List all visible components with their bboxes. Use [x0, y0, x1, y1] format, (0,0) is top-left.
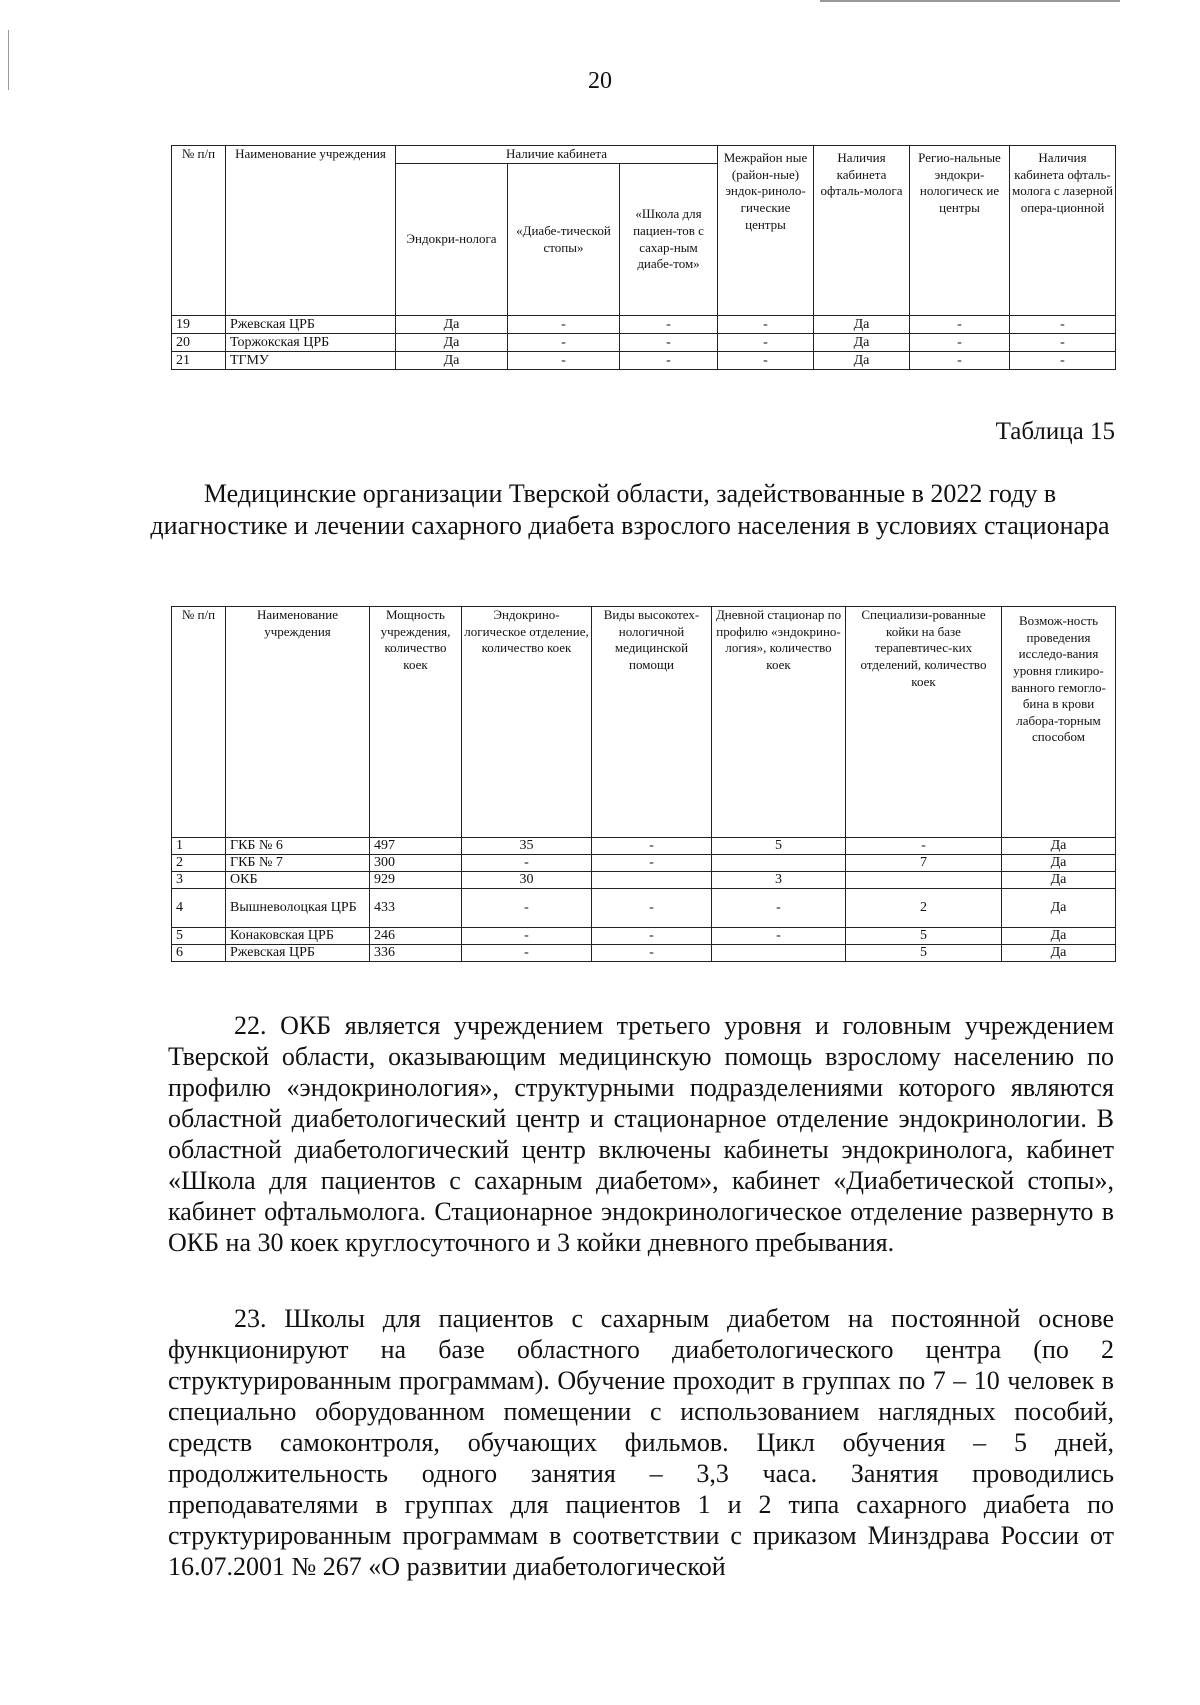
cell-hightech: -	[592, 855, 712, 872]
cell-special-beds: 7	[846, 855, 1002, 872]
cell-num: 20	[172, 334, 226, 352]
paragraph-23	[168, 1303, 1114, 1582]
cell-regional: -	[910, 352, 1010, 370]
cell-day-hospital: -	[712, 889, 846, 928]
cell-endo: Да	[396, 334, 508, 352]
cell-hba1c: Да	[1002, 872, 1116, 889]
cell-num: 6	[172, 945, 226, 962]
cell-laser: -	[1010, 352, 1116, 370]
paragraph-22-text: 22. ОКБ является учреждением третьего уровня и головным учреждением Тверской области, оказывающим медицинскую помощь взрослому населению по профилю «эндокринология», структурными подразделениями которого являются областной диабетологический центр и стационарное отделение эндокринологии. В областной диабетологический центр включены кабинеты эндокринолога, кабинет «Школа для пациентов с сахарным диабетом», кабинет «Диабетической стопы», кабинет офтальмолога. Стационарное эндокринологическое отделение развернуто в ОКБ на 30 коек круглосуточного и 3 койки дневного пребывания.	[168, 1011, 1114, 1257]
table-row	[172, 855, 1116, 872]
cell-name: Торжокская ЦРБ	[226, 334, 396, 352]
header-endo: Эндокри-нолога	[396, 164, 508, 316]
cell-hba1c: Да	[1002, 945, 1116, 962]
header-cabinet-group: Наличие кабинета	[396, 146, 718, 164]
cell-school: -	[620, 316, 718, 334]
cell-hba1c: Да	[1002, 855, 1116, 872]
cell-endo-dept: -	[462, 855, 592, 872]
cell-hba1c: Да	[1002, 928, 1116, 945]
cell-regional: -	[910, 316, 1010, 334]
cell-hightech: -	[592, 838, 712, 855]
table-label: Таблица 15	[995, 418, 1115, 445]
paragraph-23-text: 23. Школы для пациентов с сахарным диабетом на постоянной основе функционируют на базе областного диабетологического центра (по 2 структурированным программам). Обучение проходит в группах по 7 – 10 человек в специально оборудованном помещении с использованием наглядных пособий, средств самоконтроля, обучающих фильмов. Цикл обучения – 5 дней, продолжительность одного занятия – 3,3 часа. Занятия проводились преподавателями в группах для пациентов 1 и 2 типа сахарного диабета по структурированным программам в соответствии с приказом Минздрава России от 16.07.2001 № 267 «О развитии диабетологической	[168, 1304, 1114, 1581]
cell-hightech: -	[592, 945, 712, 962]
cell-laser: -	[1010, 316, 1116, 334]
cell-special-beds: 5	[846, 928, 1002, 945]
cell-endo-dept: 35	[462, 838, 592, 855]
cell-special-beds	[846, 872, 1002, 889]
cell-day-hospital: -	[712, 928, 846, 945]
cell-num: 19	[172, 316, 226, 334]
table-row	[172, 872, 1116, 889]
header-school: «Школа для пациен-тов с сахар-ным диабе-том»	[620, 164, 718, 316]
header-regional: Регио-нальные эндокри-нологическ ие центры	[910, 146, 1010, 316]
cell-capacity: 300	[370, 855, 462, 872]
cell-interdistrict: -	[718, 334, 814, 352]
header-ophth: Наличия кабинета офталь-молога	[814, 146, 910, 316]
cell-num: 3	[172, 872, 226, 889]
cell-hightech: -	[592, 928, 712, 945]
cell-hightech: -	[592, 889, 712, 928]
cell-special-beds: 2	[846, 889, 1002, 928]
header-name: Наименование учреждения	[226, 146, 396, 316]
cell-name: Ржевская ЦРБ	[226, 316, 396, 334]
cell-capacity: 929	[370, 872, 462, 889]
header-hba1c: Возмож-ность проведения исследо-вания уровня гликиро-ванного гемогло-бина в крови лабора-торным способом	[1002, 607, 1116, 838]
cell-capacity: 497	[370, 838, 462, 855]
header-capacity: Мощность учреждения, количество коек	[370, 607, 462, 838]
table-row	[172, 838, 1116, 855]
cell-foot: -	[508, 352, 620, 370]
cell-foot: -	[508, 316, 620, 334]
scan-top-line	[820, 0, 1120, 2]
cell-ophth: Да	[814, 334, 910, 352]
cell-num: 21	[172, 352, 226, 370]
cell-endo-dept: -	[462, 889, 592, 928]
cell-capacity: 336	[370, 945, 462, 962]
paragraph-22	[168, 1010, 1114, 1258]
cell-day-hospital	[712, 855, 846, 872]
header-hightech: Виды высокотех-нологичной медицинской помощи	[592, 607, 712, 838]
cell-name: ТГМУ	[226, 352, 396, 370]
cell-hba1c: Да	[1002, 889, 1116, 928]
cell-laser: -	[1010, 334, 1116, 352]
cell-regional: -	[910, 334, 1010, 352]
cell-interdistrict: -	[718, 352, 814, 370]
header-interdistrict: Межрайон ные (район-ные) эндок-риноло-гические центры	[718, 146, 814, 316]
cell-hightech	[592, 872, 712, 889]
cell-day-hospital: 3	[712, 872, 846, 889]
cell-num: 1	[172, 838, 226, 855]
header-special-beds: Специализи-рованные койки на базе терапевтичес-ких отделений, количество коек	[846, 607, 1002, 838]
header-name: Наименование учреждения	[226, 607, 370, 838]
cell-capacity: 246	[370, 928, 462, 945]
table-row	[172, 352, 1116, 370]
cell-name: Конаковская ЦРБ	[226, 928, 370, 945]
cell-interdistrict: -	[718, 316, 814, 334]
cell-hba1c: Да	[1002, 838, 1116, 855]
table-cabinets	[171, 145, 1116, 370]
table-hospitals	[171, 606, 1116, 962]
header-num: № п/п	[172, 607, 226, 838]
cell-endo: Да	[396, 316, 508, 334]
page-number: 20	[588, 68, 612, 94]
cell-special-beds: -	[846, 838, 1002, 855]
cell-foot: -	[508, 334, 620, 352]
cell-name: ОКБ	[226, 872, 370, 889]
table-row	[172, 334, 1116, 352]
table-row	[172, 945, 1116, 962]
cell-school: -	[620, 334, 718, 352]
cell-endo-dept: 30	[462, 872, 592, 889]
cell-day-hospital	[712, 945, 846, 962]
cell-num: 5	[172, 928, 226, 945]
table-row	[172, 928, 1116, 945]
cell-special-beds: 5	[846, 945, 1002, 962]
cell-endo: Да	[396, 352, 508, 370]
cell-num: 2	[172, 855, 226, 872]
cell-school: -	[620, 352, 718, 370]
header-day-hospital: Дневной стационар по профилю «эндокрино-логия», количество коек	[712, 607, 846, 838]
cell-name: ГКБ № 7	[226, 855, 370, 872]
table-row	[172, 889, 1116, 928]
cell-name: Ржевская ЦРБ	[226, 945, 370, 962]
cell-day-hospital: 5	[712, 838, 846, 855]
header-endo-dept: Эндокрино-логическое отделение, количество коек	[462, 607, 592, 838]
cell-ophth: Да	[814, 316, 910, 334]
cell-endo-dept: -	[462, 928, 592, 945]
cell-num: 4	[172, 889, 226, 928]
table-title: Медицинские организации Тверской области, задействованные в 2022 году в диагностике и лечении сахарного диабета взрослого населения в условиях стационара	[150, 479, 1110, 540]
cell-name: ГКБ № 6	[226, 838, 370, 855]
header-laser: Наличия кабинета офталь-молога с лазерной опера-ционной	[1010, 146, 1116, 316]
cell-capacity: 433	[370, 889, 462, 928]
cell-endo-dept: -	[462, 945, 592, 962]
cell-name: Вышневолоцкая ЦРБ	[226, 889, 370, 928]
cell-ophth: Да	[814, 352, 910, 370]
header-foot: «Диабе-тической стопы»	[508, 164, 620, 316]
header-num: № п/п	[172, 146, 226, 316]
table-row	[172, 316, 1116, 334]
